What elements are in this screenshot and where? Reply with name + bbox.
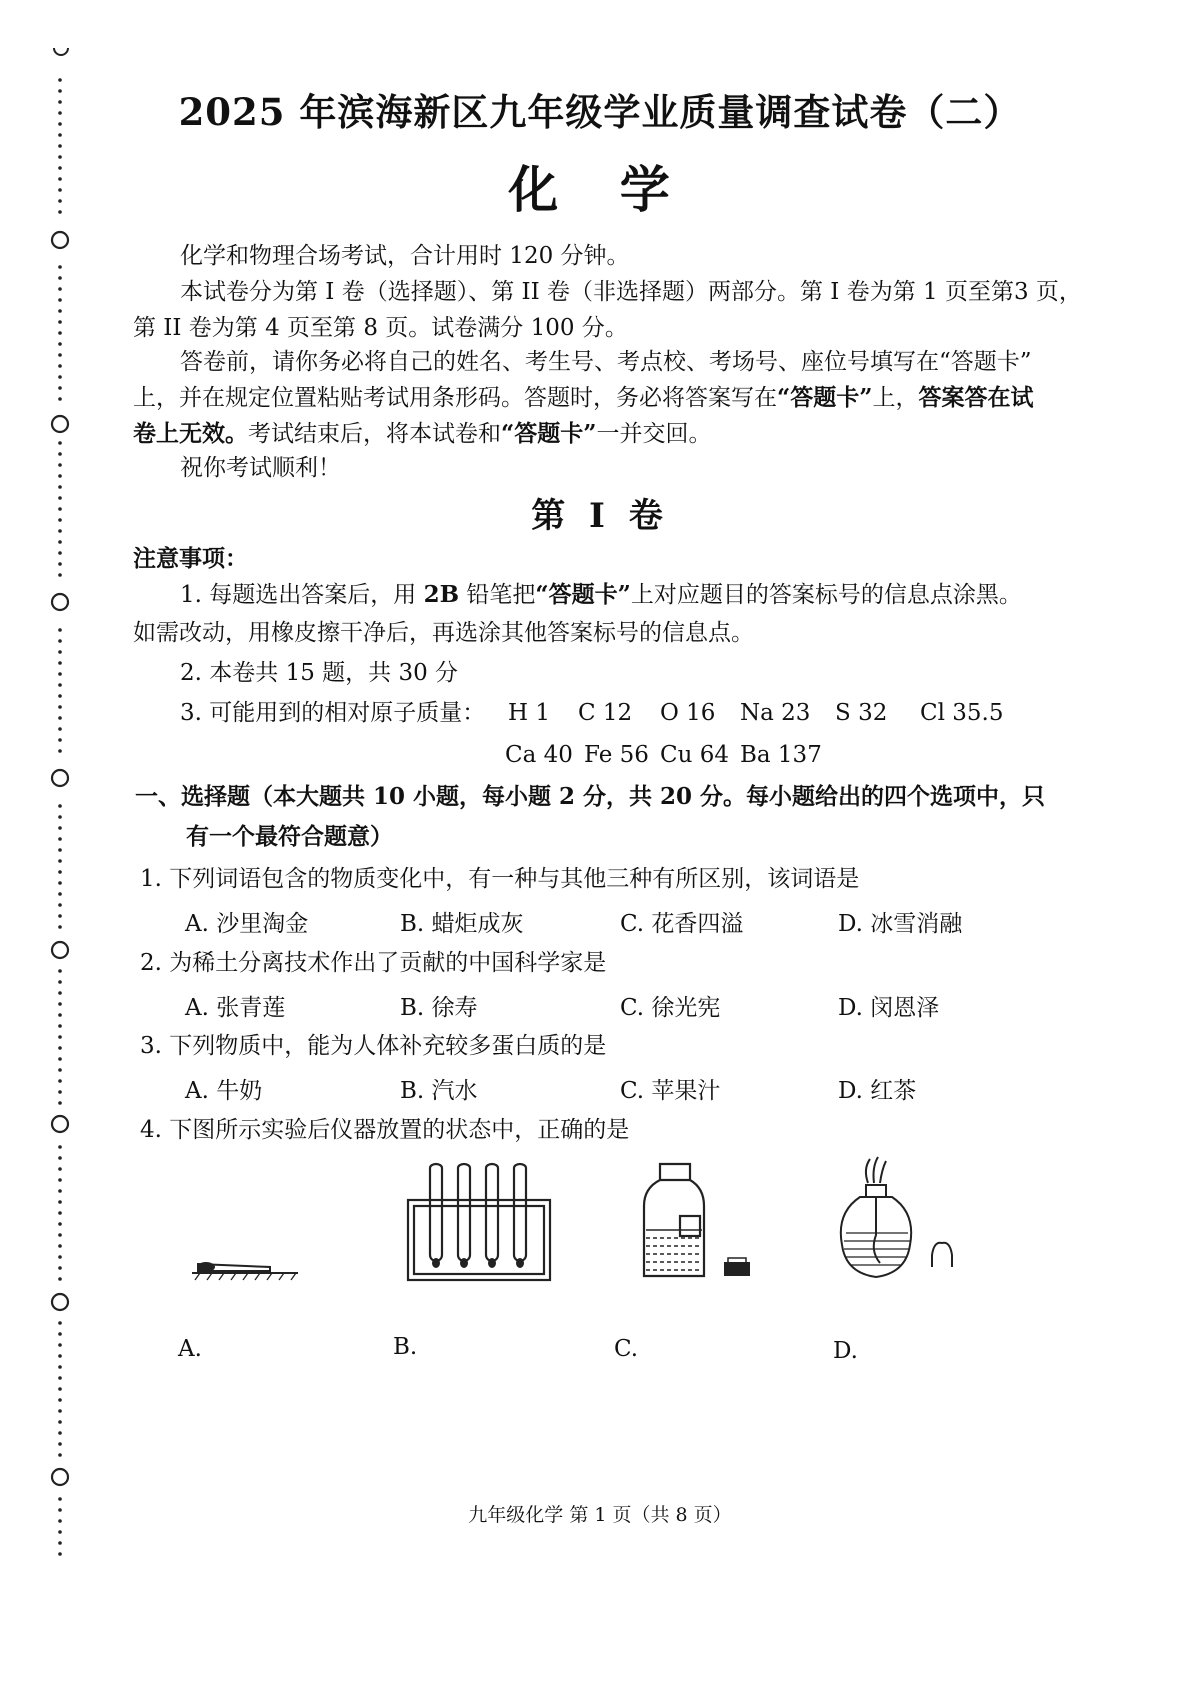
binding-dot — [58, 1530, 62, 1534]
binding-dot — [58, 628, 62, 632]
figure-b-test-tube-rack — [405, 1160, 555, 1285]
binding-dot — [58, 914, 62, 918]
binding-dot — [58, 1057, 62, 1061]
binding-dot — [58, 716, 62, 720]
binding-dot — [58, 738, 62, 742]
binding-dot — [58, 1321, 62, 1325]
question-2-stem: 2. 为稀土分离技术作出了贡献的中国科学家是 — [140, 950, 607, 976]
binding-dot — [58, 1255, 62, 1259]
binding-dot — [58, 1541, 62, 1545]
q1-option-d: D. 冰雪消融 — [838, 911, 963, 937]
notes-heading: 注意事项： — [133, 545, 248, 572]
binding-dot — [58, 551, 62, 555]
binding-dot — [58, 694, 62, 698]
binding-circle — [52, 1469, 68, 1485]
mass-cl: Cl 35.5 — [920, 700, 1004, 726]
binding-dot — [58, 980, 62, 984]
binding-dot — [58, 1068, 62, 1072]
binding-dot — [58, 573, 62, 577]
mass-ca: Ca 40 — [505, 742, 573, 768]
binding-dot — [58, 287, 62, 291]
intro-line-1: 化学和物理合场考试，合计用时 120 分钟。 — [180, 243, 630, 269]
binding-dot — [58, 1387, 62, 1391]
binding-dot — [58, 309, 62, 313]
binding-dot — [58, 1343, 62, 1347]
q4-option-a: A. — [178, 1336, 202, 1362]
mass-fe: Fe 56 — [584, 742, 649, 768]
binding-dot — [58, 375, 62, 379]
question-3-stem: 3. 下列物质中，能为人体补充较多蛋白质的是 — [140, 1033, 607, 1059]
binding-dot — [58, 1211, 62, 1215]
binding-dot — [58, 991, 62, 995]
figure-d-alcohol-lamp — [830, 1155, 955, 1285]
binding-circle — [52, 1294, 68, 1310]
binding-dot — [58, 342, 62, 346]
figure-c-reagent-bottle — [638, 1158, 758, 1283]
binding-dot — [58, 1024, 62, 1028]
binding-dot — [58, 331, 62, 335]
binding-dot — [58, 364, 62, 368]
binding-circle — [52, 232, 68, 248]
binding-dot — [58, 1002, 62, 1006]
binding-dot — [58, 661, 62, 665]
q2-option-d: D. 闵恩泽 — [838, 995, 940, 1021]
binding-dot — [58, 683, 62, 687]
binding-dot — [58, 265, 62, 269]
binding-dot — [58, 892, 62, 896]
binding-dot — [58, 1156, 62, 1160]
binding-dot — [58, 144, 62, 148]
binding-circle — [52, 416, 68, 432]
binding-dot — [58, 650, 62, 654]
exam-title: 2025 年滨海新区九年级学业质量调查试卷（二） — [178, 90, 1022, 134]
binding-dot — [58, 870, 62, 874]
binding-line — [50, 40, 74, 1560]
binding-dot — [58, 1398, 62, 1402]
binding-dot — [58, 386, 62, 390]
binding-dot — [58, 1145, 62, 1149]
binding-dot — [58, 441, 62, 445]
q3-option-d: D. 红茶 — [838, 1078, 917, 1104]
binding-dot — [58, 925, 62, 929]
binding-dot — [58, 1178, 62, 1182]
binding-dot — [58, 815, 62, 819]
section-title: 第 I 卷 — [531, 496, 669, 536]
intro-line-6-a: 卷上无效。 — [133, 420, 248, 447]
q2-option-b: B. 徐寿 — [400, 995, 478, 1021]
binding-dot — [58, 1079, 62, 1083]
binding-dot — [58, 804, 62, 808]
mass-s: S 32 — [835, 700, 888, 726]
q3-option-b: B. 汽水 — [400, 1078, 478, 1104]
note-1-c: 铅笔把 — [459, 582, 536, 608]
binding-dot — [58, 474, 62, 478]
binding-dot — [58, 463, 62, 467]
binding-dot — [58, 1453, 62, 1457]
binding-dot — [58, 969, 62, 973]
binding-dot — [58, 1222, 62, 1226]
binding-dot — [58, 1365, 62, 1369]
intro-line-6-d: 一并交回。 — [596, 421, 712, 447]
intro-line-3: 第 II 卷为第 4 页至第 8 页。试卷满分 100 分。 — [133, 315, 628, 341]
binding-dot — [58, 1090, 62, 1094]
binding-dot — [58, 298, 62, 302]
binding-dot — [58, 1552, 62, 1556]
binding-dot — [58, 1035, 62, 1039]
note-3-label: 3. 可能用到的相对原子质量： — [180, 700, 486, 726]
binding-dot — [58, 705, 62, 709]
intro-line-5-d: 答案答在试 — [918, 384, 1034, 411]
q4-option-c: C. — [614, 1336, 639, 1362]
mass-cu: Cu 64 — [660, 742, 729, 768]
intro-line-6-b: 考试结束后，将本试卷和 — [248, 421, 501, 447]
mass-na: Na 23 — [740, 700, 811, 726]
q2-option-a: A. 张青莲 — [185, 995, 286, 1021]
q2-option-c: C. 徐光宪 — [620, 995, 721, 1021]
binding-dot — [58, 837, 62, 841]
binding-dot — [58, 397, 62, 401]
mass-ba: Ba 137 — [740, 742, 822, 768]
binding-dot — [58, 859, 62, 863]
question-4-stem: 4. 下图所示实验后仪器放置的状态中，正确的是 — [140, 1117, 630, 1143]
note-1-a: 1. 每题选出答案后，用 — [180, 582, 424, 608]
binding-dot — [58, 1101, 62, 1105]
binding-circle — [52, 942, 68, 958]
binding-dot — [58, 1431, 62, 1435]
binding-dot — [58, 727, 62, 731]
note-1-card: “答题卡” — [535, 581, 631, 608]
binding-dot — [58, 562, 62, 566]
binding-dot — [58, 1376, 62, 1380]
intro-line-4: 答卷前，请你务必将自己的姓名、考生号、考点校、考场号、座位号填写在“答题卡” — [180, 349, 1032, 375]
binding-dot — [58, 1266, 62, 1270]
binding-dot — [58, 1189, 62, 1193]
q4-option-b: B. — [393, 1334, 418, 1360]
binding-dot — [58, 353, 62, 357]
binding-dot — [58, 881, 62, 885]
binding-dot — [58, 749, 62, 753]
binding-circle — [52, 1116, 68, 1132]
mass-o: O 16 — [660, 700, 716, 726]
binding-circle — [52, 594, 68, 610]
intro-line-5 — [133, 379, 1033, 417]
mass-c: C 12 — [578, 700, 633, 726]
binding-dot — [58, 452, 62, 456]
binding-dot — [58, 1354, 62, 1358]
intro-line-2: 本试卷分为第 I 卷（选择题）、第 II 卷（非选择题）两部分。第 I 卷为第 1 页至第3 页， — [180, 279, 1082, 305]
figure-a-test-tube-flat — [190, 1250, 300, 1285]
intro-line-7: 祝你考试顺利！ — [180, 455, 341, 481]
q3-option-c: C. 苹果汁 — [620, 1078, 721, 1104]
binding-dot — [58, 1442, 62, 1446]
note-1-pencil: 2B — [423, 581, 460, 608]
part1-heading: 一、选择题（本大题共 10 小题，每小题 2 分，共 20 分。每小题给出的四个选项中，只 — [135, 783, 1046, 810]
binding-dot — [58, 1013, 62, 1017]
binding-dot — [58, 276, 62, 280]
binding-dot — [58, 826, 62, 830]
q1-option-b: B. 蜡炬成灰 — [400, 911, 524, 937]
intro-line-5-a: 上，并在规定位置粘贴考试用条形码。答题时，务必将答案写在 — [133, 385, 777, 411]
part1-heading-2: 有一个最符合题意） — [186, 823, 393, 850]
note-1-e: 上对应题目的答案标号的信息点涂黑。 — [630, 582, 1022, 608]
binding-circle — [52, 770, 68, 786]
note-1 — [180, 576, 1022, 614]
q1-option-c: C. 花香四溢 — [620, 911, 744, 937]
binding-dot — [58, 540, 62, 544]
binding-dot — [58, 1244, 62, 1248]
answer-card-term: “答题卡” — [777, 384, 873, 411]
q3-option-a: A. 牛奶 — [185, 1078, 263, 1104]
binding-dot — [58, 672, 62, 676]
note-2: 2. 本卷共 15 题，共 30 分 — [180, 660, 459, 686]
mass-h: H 1 — [508, 700, 551, 726]
binding-dot — [58, 639, 62, 643]
page-footer: 九年级化学 第 1 页（共 8 页） — [468, 1504, 732, 1526]
subject-title: 化 学 — [508, 160, 692, 219]
binding-dot — [58, 903, 62, 907]
binding-dot — [58, 1167, 62, 1171]
binding-dot — [58, 848, 62, 852]
intro-line-5-c: 上， — [872, 385, 919, 411]
binding-dot — [58, 1200, 62, 1204]
binding-dot — [58, 1409, 62, 1413]
binding-dot — [58, 1046, 62, 1050]
answer-card-term-2: “答题卡” — [501, 420, 597, 447]
binding-dot — [58, 1332, 62, 1336]
binding-dot — [58, 1233, 62, 1237]
q4-option-d: D. — [833, 1338, 858, 1364]
intro-line-6 — [133, 415, 711, 453]
note-1-line-2: 如需改动，用橡皮擦干净后，再选涂其他答案标号的信息点。 — [133, 620, 754, 646]
question-1-stem: 1. 下列词语包含的物质变化中，有一种与其他三种有所区别，该词语是 — [140, 866, 860, 892]
q1-option-a: A. 沙里淘金 — [185, 911, 309, 937]
binding-dot — [58, 320, 62, 324]
binding-dot — [58, 1277, 62, 1281]
binding-dot — [58, 1420, 62, 1424]
